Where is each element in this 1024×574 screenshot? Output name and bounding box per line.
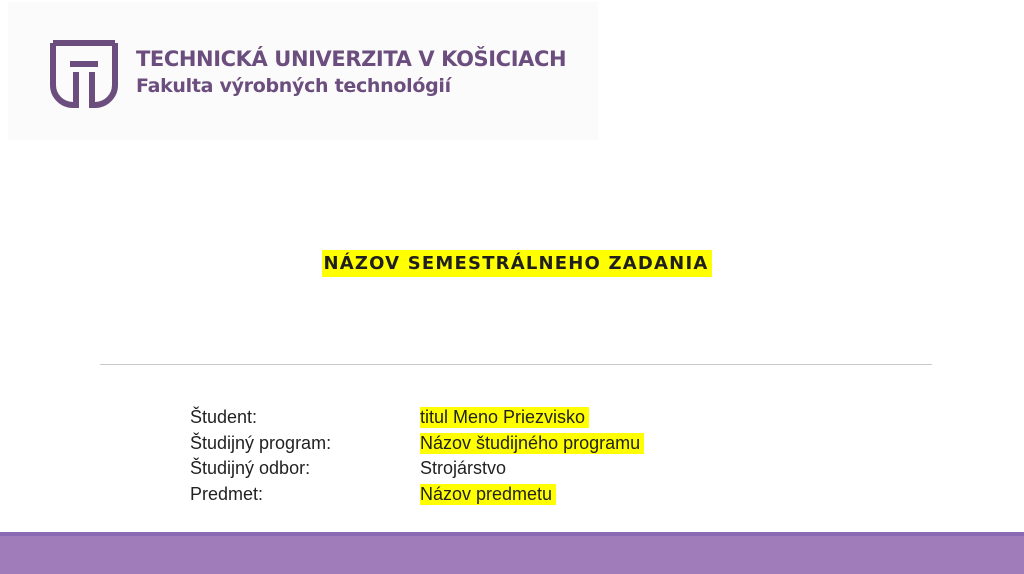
footer-bar bbox=[0, 536, 1024, 574]
assignment-title: NÁZOV SEMESTRÁLNEHO ZADANIA bbox=[322, 250, 713, 277]
info-value: Názov predmetu bbox=[420, 484, 556, 505]
info-value: titul Meno Priezvisko bbox=[420, 407, 589, 428]
faculty-name: Fakulta výrobných technológií bbox=[136, 75, 451, 97]
info-label: Predmet: bbox=[190, 483, 264, 504]
divider bbox=[100, 364, 932, 365]
title-container bbox=[0, 250, 1024, 277]
info-value: Strojárstvo bbox=[420, 458, 507, 478]
info-value: Názov študijného programu bbox=[420, 433, 644, 454]
logo-block bbox=[8, 2, 598, 140]
info-label: Študent: bbox=[190, 407, 258, 427]
tuke-logo-icon bbox=[50, 40, 118, 108]
university-name: TECHNICKÁ UNIVERZITA V KOŠICIACH bbox=[136, 47, 567, 71]
info-label: Študijný program: bbox=[190, 432, 332, 453]
info-label: Študijný odbor: bbox=[190, 458, 311, 478]
